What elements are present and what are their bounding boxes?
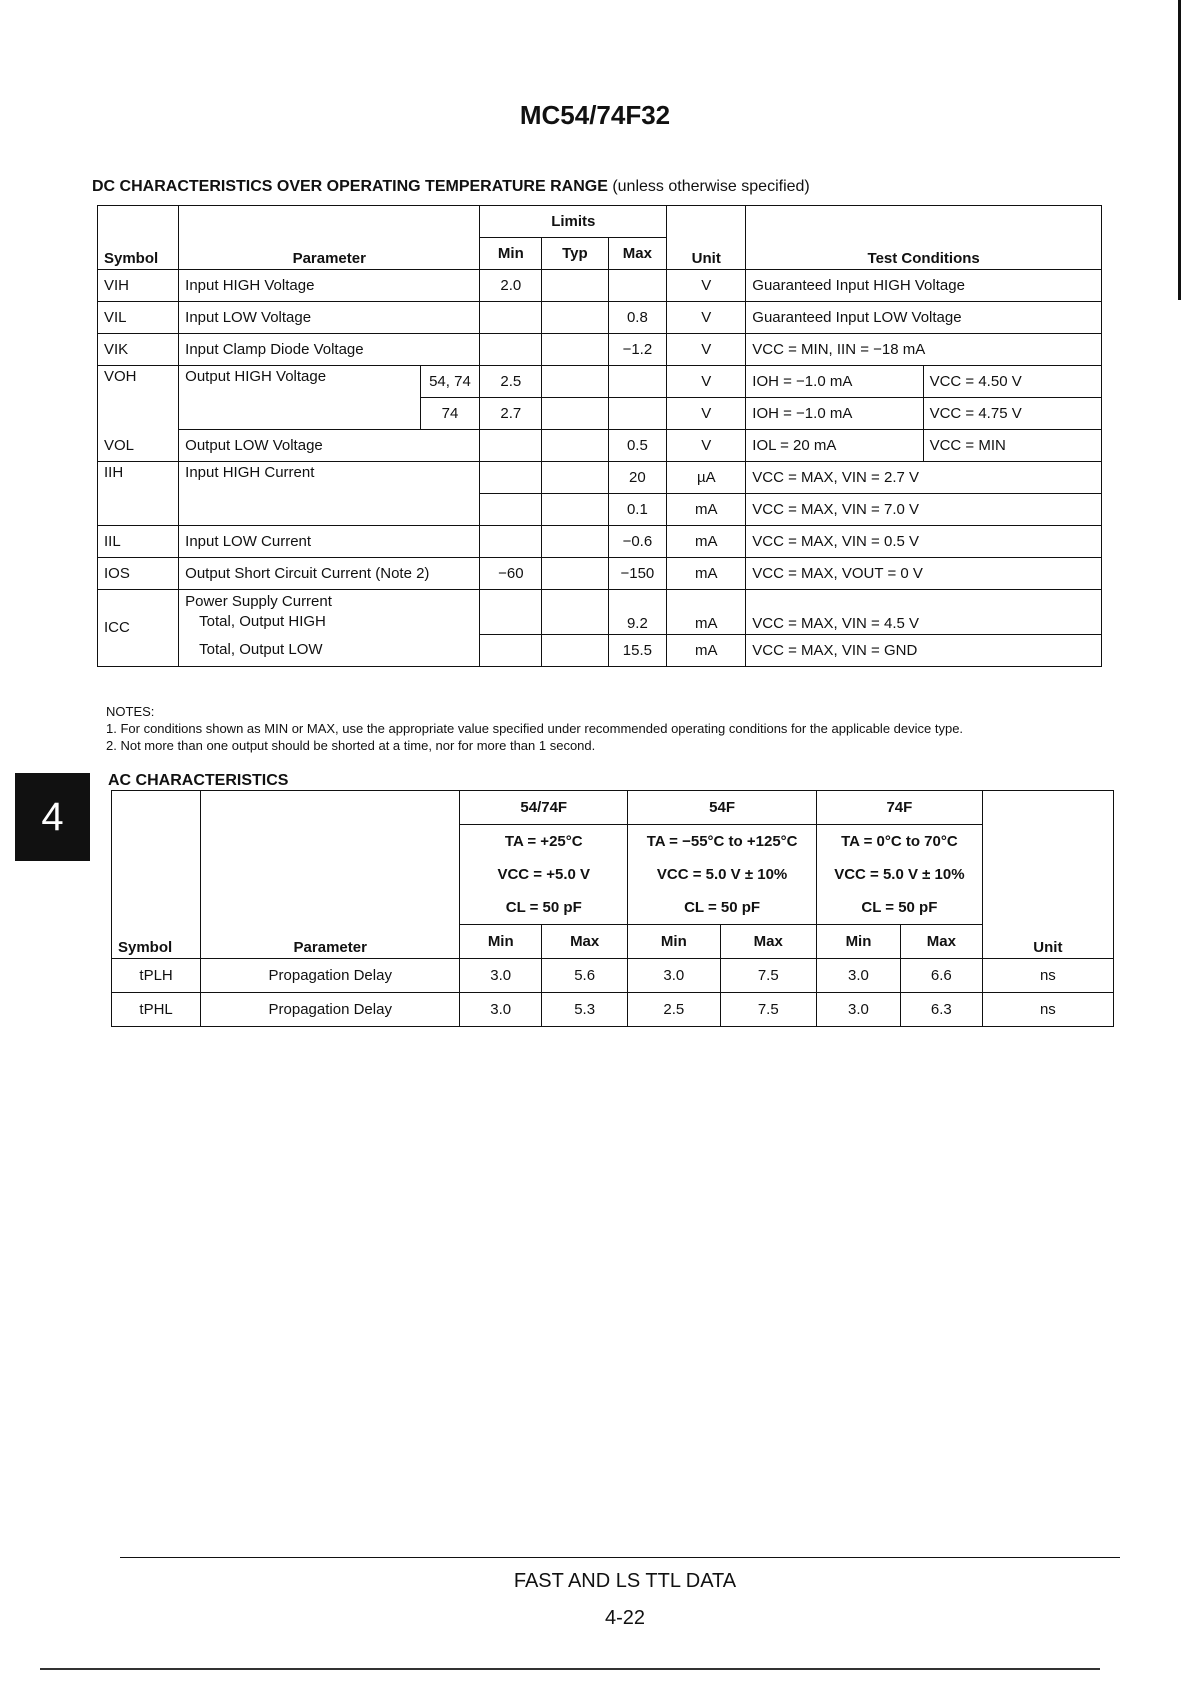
ac-col-max-header: Max — [542, 925, 628, 959]
max-cell — [608, 398, 667, 430]
note-1: 1. For conditions shown as MIN or MAX, use the appropriate value specified under recommended operating conditions for the applicable device type. — [106, 721, 964, 736]
dc-col-min-header: Min — [480, 238, 542, 270]
dc-col-typ-header: Typ — [542, 238, 608, 270]
dc-row-vih — [98, 270, 1102, 302]
parameter-sub-1: Total, Output HIGH — [199, 613, 326, 630]
min-cell — [480, 526, 542, 558]
dc-col-limits-header: Limits — [480, 206, 667, 238]
min-cell: −60 — [480, 558, 542, 590]
typ-cell — [542, 366, 608, 398]
dc-col-parameter-header: Parameter — [179, 206, 480, 270]
dc-characteristics-table — [97, 205, 1102, 667]
dc-row-iih-1 — [98, 462, 1102, 494]
ac-characteristics-table — [111, 790, 1114, 1027]
min-cell — [480, 462, 542, 494]
notes-block — [106, 703, 963, 754]
symbol-cell: ICC — [98, 590, 179, 667]
parameter-cell: Input Clamp Diode Voltage — [179, 334, 480, 366]
typ-cell — [542, 334, 608, 366]
test-cell-b: VCC = 4.50 V — [923, 366, 1101, 398]
typ-cell — [542, 462, 608, 494]
value-cell: 3.0 — [460, 993, 542, 1027]
parameter-cell: Input HIGH Current — [179, 462, 480, 526]
value-cell: 3.0 — [460, 959, 542, 993]
parameter-cell: Propagation Delay — [201, 993, 460, 1027]
max-cell: −0.6 — [608, 526, 667, 558]
unit-cell: µA — [667, 462, 746, 494]
unit-cell: mA — [667, 526, 746, 558]
ac-row-tphl — [112, 993, 1114, 1027]
page-number: 4-22 — [604, 1607, 646, 1629]
dc-col-symbol-header: Symbol — [98, 206, 179, 270]
value-cell: 3.0 — [628, 959, 720, 993]
note-2: 2. Not more than one output should be shorted at a time, nor for more than 1 second. — [106, 738, 596, 753]
value-cell: 7.5 — [720, 959, 817, 993]
ac-group-name-1: 54/74F — [460, 791, 628, 825]
ac-col-max-header: Max — [900, 925, 982, 959]
test-cell-b: VCC = MIN — [923, 430, 1101, 462]
value-cell: 5.3 — [542, 993, 628, 1027]
ac-group-vcc-2: VCC = 5.0 V ± 10% — [628, 858, 817, 891]
symbol-cell: VIH — [98, 270, 179, 302]
min-cell — [480, 430, 542, 462]
unit-cell: ns — [982, 993, 1113, 1027]
parameter-cell: Input LOW Voltage — [179, 302, 480, 334]
ac-group-vcc-1: VCC = +5.0 V — [460, 858, 628, 891]
ac-group-cl-1: CL = 50 pF — [460, 891, 628, 925]
test-cell: VCC = MAX, VIN = 4.5 V — [746, 590, 1102, 635]
unit-cell: mA — [667, 494, 746, 526]
unit-cell: V — [667, 398, 746, 430]
min-cell — [480, 302, 542, 334]
test-cell: VCC = MAX, VIN = 7.0 V — [746, 494, 1102, 526]
typ-cell — [542, 634, 608, 666]
footer-divider — [120, 1557, 1120, 1558]
test-cell-a: IOH = −1.0 mA — [746, 398, 923, 430]
test-cell-a: IOH = −1.0 mA — [746, 366, 923, 398]
typ-cell — [542, 430, 608, 462]
dc-heading-bold: DC CHARACTERISTICS OVER OPERATING TEMPERATURE RANGE — [92, 178, 608, 195]
symbol-cell: VOH — [98, 366, 179, 430]
parameter-cell: Output HIGH Voltage — [179, 366, 420, 430]
unit-cell: V — [667, 302, 746, 334]
symbol-cell: VIK — [98, 334, 179, 366]
min-cell: 2.0 — [480, 270, 542, 302]
symbol-cell: IOS — [98, 558, 179, 590]
symbol-cell: tPLH — [112, 959, 201, 993]
ac-row-tplh — [112, 959, 1114, 993]
test-cell: Guaranteed Input LOW Voltage — [746, 302, 1102, 334]
dc-col-test-header: Test Conditions — [746, 206, 1102, 270]
ac-col-max-header: Max — [720, 925, 817, 959]
unit-cell: mA — [667, 634, 746, 666]
value-cell: 6.6 — [900, 959, 982, 993]
ac-group-ta-2: TA = −55°C to +125°C — [628, 825, 817, 859]
test-cell: VCC = MIN, IIN = −18 mA — [746, 334, 1102, 366]
typ-cell — [542, 558, 608, 590]
parameter-cell: Input LOW Current — [179, 526, 480, 558]
max-cell: 0.1 — [608, 494, 667, 526]
test-cell: VCC = MAX, VOUT = 0 V — [746, 558, 1102, 590]
ac-group-name-3: 74F — [817, 791, 983, 825]
notes-title: NOTES: — [106, 704, 155, 719]
max-cell: 15.5 — [608, 634, 667, 666]
max-cell: 9.2 — [608, 590, 667, 635]
symbol-cell: VOL — [98, 430, 179, 462]
dc-heading-rest: (unless otherwise specified) — [612, 178, 810, 195]
dc-col-unit-header: Unit — [667, 206, 746, 270]
test-cell: VCC = MAX, VIN = 2.7 V — [746, 462, 1102, 494]
min-cell: 2.7 — [480, 398, 542, 430]
min-cell — [480, 334, 542, 366]
unit-cell: V — [667, 430, 746, 462]
footer-title: FAST AND LS TTL DATA — [513, 1570, 737, 1592]
ac-col-min-header: Min — [817, 925, 901, 959]
max-cell: 0.8 — [608, 302, 667, 334]
parameter-sub-2: Total, Output LOW — [179, 634, 480, 666]
value-cell: 7.5 — [720, 993, 817, 1027]
ac-col-unit-header: Unit — [982, 791, 1113, 959]
max-cell: −1.2 — [608, 334, 667, 366]
parameter-cell — [179, 590, 480, 635]
test-cell-a: IOL = 20 mA — [746, 430, 923, 462]
unit-cell: ns — [982, 959, 1113, 993]
dc-row-vol — [98, 430, 1102, 462]
parameter-cell: Input HIGH Voltage — [179, 270, 480, 302]
parameter-title: Power Supply Current — [185, 593, 332, 610]
test-cell: VCC = MAX, VIN = 0.5 V — [746, 526, 1102, 558]
ac-group-ta-3: TA = 0°C to 70°C — [817, 825, 983, 859]
dc-section-heading — [92, 178, 810, 196]
typ-cell — [542, 494, 608, 526]
min-cell — [480, 590, 542, 635]
max-cell — [608, 366, 667, 398]
dc-row-ios — [98, 558, 1102, 590]
symbol-cell: tPHL — [112, 993, 201, 1027]
parameter-cell: Output Short Circuit Current (Note 2) — [179, 558, 480, 590]
min-cell — [480, 494, 542, 526]
min-cell: 2.5 — [480, 366, 542, 398]
dc-col-max-header: Max — [608, 238, 667, 270]
dc-row-vik — [98, 334, 1102, 366]
test-cell: Guaranteed Input HIGH Voltage — [746, 270, 1102, 302]
typ-cell — [542, 302, 608, 334]
dc-row-iil — [98, 526, 1102, 558]
value-cell: 3.0 — [817, 993, 901, 1027]
symbol-cell: IIL — [98, 526, 179, 558]
max-cell: −150 — [608, 558, 667, 590]
dc-row-voh-1 — [98, 366, 1102, 398]
ac-col-symbol-header: Symbol — [112, 791, 201, 959]
ac-group-cl-2: CL = 50 pF — [628, 891, 817, 925]
symbol-cell: IIH — [98, 462, 179, 526]
ac-group-ta-1: TA = +25°C — [460, 825, 628, 859]
test-cell: VCC = MAX, VIN = GND — [746, 634, 1102, 666]
sub-parameter-cell: 54, 74 — [420, 366, 480, 398]
max-cell: 0.5 — [608, 430, 667, 462]
unit-cell: V — [667, 270, 746, 302]
unit-cell: mA — [667, 558, 746, 590]
parameter-cell: Propagation Delay — [201, 959, 460, 993]
max-cell — [608, 270, 667, 302]
ac-col-parameter-header: Parameter — [201, 791, 460, 959]
symbol-cell: VIL — [98, 302, 179, 334]
value-cell: 3.0 — [817, 959, 901, 993]
typ-cell — [542, 526, 608, 558]
ac-col-min-header: Min — [628, 925, 720, 959]
ac-group-cl-3: CL = 50 pF — [817, 891, 983, 925]
typ-cell — [542, 590, 608, 635]
min-cell — [480, 634, 542, 666]
typ-cell — [542, 270, 608, 302]
ac-col-min-header: Min — [460, 925, 542, 959]
max-cell: 20 — [608, 462, 667, 494]
document-title: MC54/74F32 — [519, 100, 671, 130]
page-edge-rule — [1178, 0, 1181, 300]
unit-cell: V — [667, 334, 746, 366]
dc-row-icc-1 — [98, 590, 1102, 635]
ac-section-heading: AC CHARACTERISTICS — [108, 772, 289, 789]
unit-cell: V — [667, 366, 746, 398]
dc-row-icc-2 — [98, 634, 1102, 666]
ac-group-vcc-3: VCC = 5.0 V ± 10% — [817, 858, 983, 891]
test-cell-b: VCC = 4.75 V — [923, 398, 1101, 430]
section-tab-marker: 4 — [15, 773, 90, 861]
value-cell: 5.6 — [542, 959, 628, 993]
page-bottom-rule — [40, 1668, 1100, 1670]
typ-cell — [542, 398, 608, 430]
unit-cell: mA — [667, 590, 746, 635]
dc-row-vil — [98, 302, 1102, 334]
parameter-cell: Output LOW Voltage — [179, 430, 480, 462]
value-cell: 2.5 — [628, 993, 720, 1027]
value-cell: 6.3 — [900, 993, 982, 1027]
sub-parameter-cell: 74 — [420, 398, 480, 430]
ac-group-name-2: 54F — [628, 791, 817, 825]
